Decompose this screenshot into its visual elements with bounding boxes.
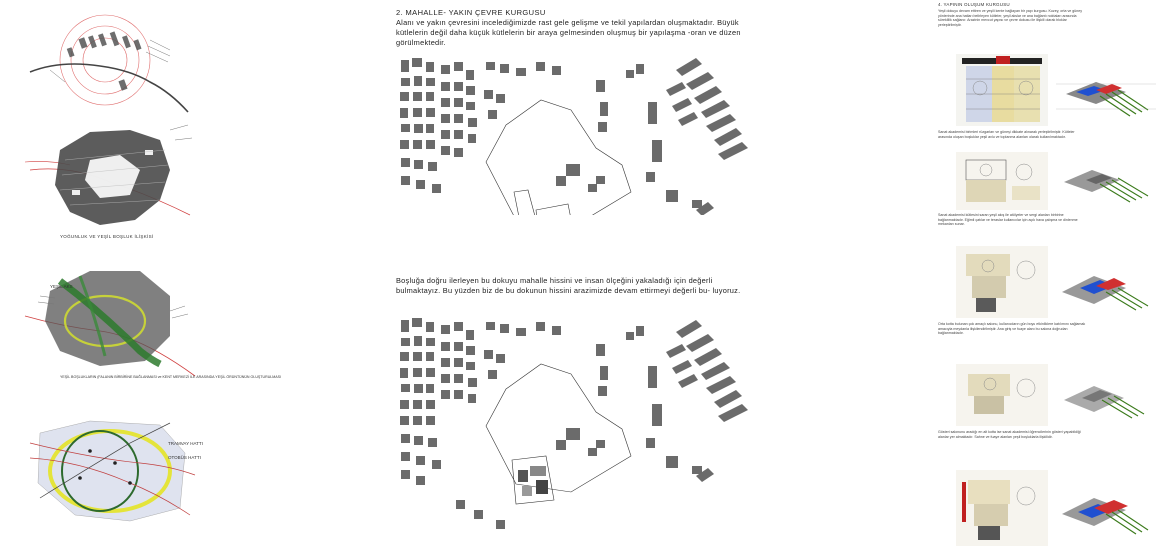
formation-text-1: Yeşil dokuyu devam ettiren ve yeşili kente bağlayan bir yapı kurgusu. Kuzey, orta ve güney yönlerinde ana hatları belirleyen kütleler, yeşil akslar ve ana bağlantı noktaları arasında süreklilik sağlanır. Arazinin mevcut yapısı ve çevre dokusu ile ilişkili olarak bloklar yerleştirilmiştir.: [938, 9, 1083, 27]
figure-ground-map-proposed: [396, 310, 756, 548]
building-footprints: [400, 318, 748, 529]
green-axis-sketch: [20, 256, 282, 396]
green-axis-label: YEŞİL AKS: [50, 284, 73, 289]
site-boundary: [486, 364, 631, 504]
building-formation-column: [938, 2, 1163, 548]
formation-plan-4: [956, 364, 1048, 426]
transport-lines-sketch: [20, 403, 203, 533]
tram-line-label: TRAMVAY HATTI: [168, 441, 203, 446]
green-voids-caption: YEŞİL BOŞLUKLARIN (FALANIN BİRBİRİNE BAĞLANMASI ve KENT MERKEZİ İLE ARASINDA YEŞİL ÖRÜNTÜNÜN OLUŞTURULMASI: [60, 375, 282, 379]
formation-text-5: Gösteri salonunu aradığı en alt kotta ise sanat akademisi öğrencilerinin gösteri yapabildiği alanlar yer almaktadır. Sahne ve fuaye alanları yeşil boşluklarla ilişkilidir.: [938, 430, 1081, 439]
formation-title: 4. YAPININ OLUŞUM KURGUSU: [938, 2, 1010, 7]
conclusion-paragraph: Boşluğa doğru ilerleyen bu dokuyu mahalle hissini ve insan ölçeğini yakaladığı için değerli bulmaktayız. Bu yüzden biz de bu dokunun hissini arazimizde devam ettirmeyi değerli bu- luyoruz.: [396, 276, 741, 295]
density-green-void-sketch: [20, 120, 200, 250]
formation-axon-1: [1056, 64, 1156, 126]
proposed-project-footprint: [518, 466, 548, 496]
formation-plan-1: [956, 54, 1048, 126]
formation-plan-3: [956, 246, 1048, 318]
formation-axon-4: [1056, 370, 1156, 426]
intro-paragraph: Alanı ve yakın çevresini incelediğimizde rast gele gelişme ve tekil yapılardan oluşmaktadır. Büyük kütlelerin değil daha küçük kütlelerin bir araya gelmesinden oluşmuş bir yapılaşma -oran ve düzen görülmektedir.: [396, 18, 741, 47]
building-footprints: [400, 58, 748, 215]
density-caption: YOĞUNLUK VE YEŞİL BOŞLUK İLİŞKİSİ: [60, 234, 154, 239]
analysis-sketches-column: [20, 8, 282, 544]
formation-text-4: Orta kotta bulunan çok amaçlı salonu, kullanıcıların gün boyu etkinliklere katılımını sağlamak amacıyla meydanla ilişkilendirilmiştir. Ana giriş ve fuaye alanı bu salona doğrudan bağlanmaktadır.: [938, 322, 1086, 336]
formation-plan-2: [956, 152, 1048, 210]
neighbourhood-analysis-column: [396, 8, 756, 548]
formation-text-3: Sanat akademisi kütlesini saran yeşil akış ile atölyeler ve sergi alanları birbirine bağlanmaktadır. Eğimli çatılar ve teraslar kullanıcılar için açık hava çalışma ve dinlenme mekanları sunar.: [938, 213, 1078, 227]
section-heading: 2. MAHALLE- YAKIN ÇEVRE KURGUSU: [396, 8, 546, 17]
formation-axon-3: [1056, 258, 1156, 318]
site-boundary: [486, 100, 631, 215]
figure-ground-map-existing: [396, 50, 756, 215]
formation-axon-5: [1056, 480, 1156, 542]
formation-plan-5: [956, 470, 1048, 546]
formation-axon-2: [1056, 154, 1156, 210]
formation-text-2: Sanat akademisi birimleri rüzgarları ve güneşi dikkate alınarak yerleştirilmiştir. Kütleler arasında oluşan boşluklar yeşil avlu ve toplanma alanları olarak kullanılmaktadır.: [938, 130, 1075, 139]
site-location-sketch: [20, 20, 200, 120]
bus-line-label: OTOBÜS HATTI: [168, 455, 201, 460]
